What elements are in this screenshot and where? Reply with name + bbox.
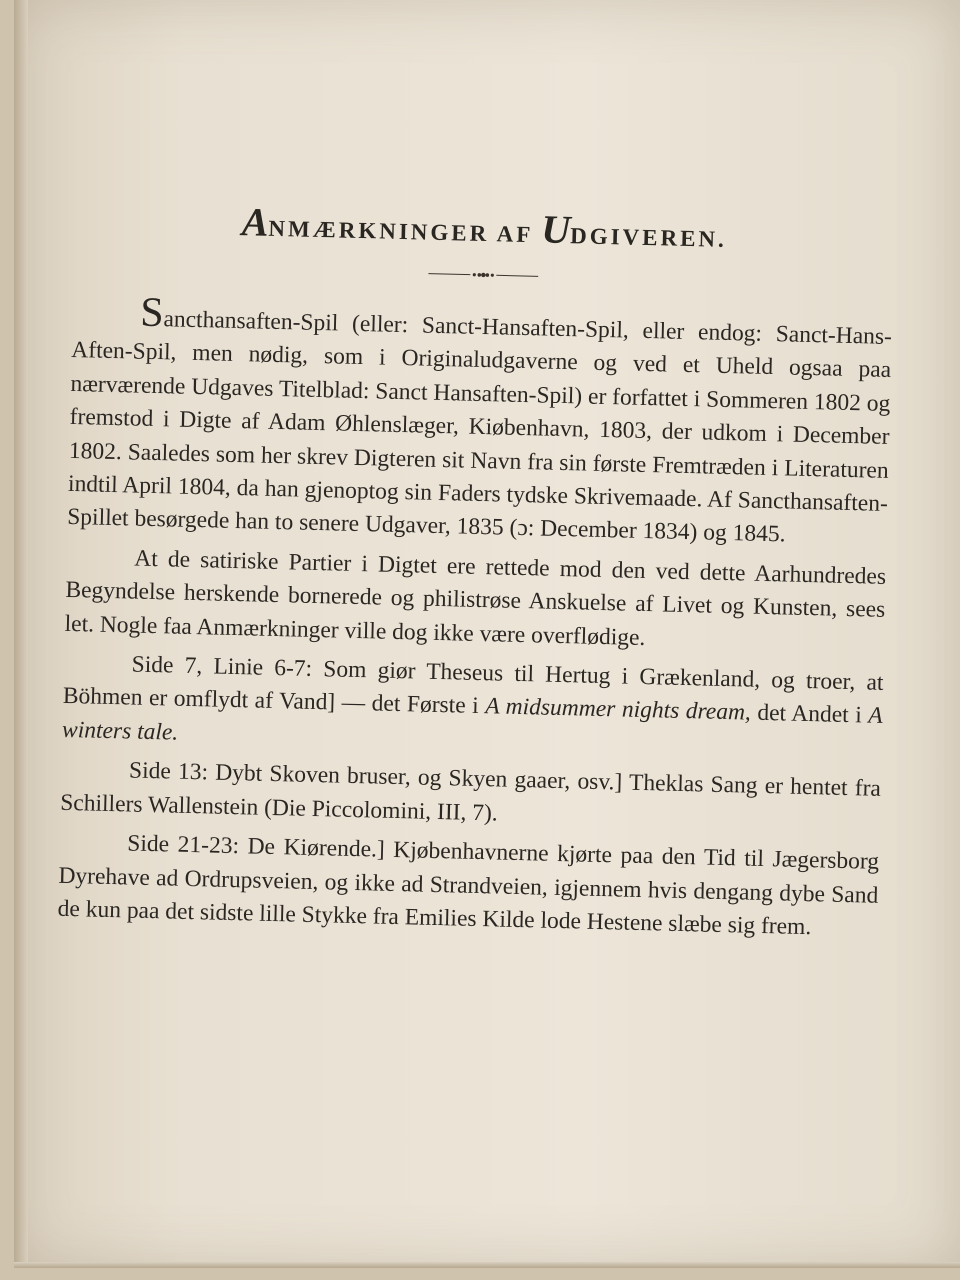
page-text-block: [57, 160, 895, 946]
paragraph-3: [62, 647, 884, 767]
page-heading: [74, 194, 895, 261]
heading-word-2: DGIVEREN.: [569, 223, 728, 252]
book-page: [14, 0, 960, 1268]
paragraph-2: At de satiriske Partier i Digtet ere rettede mod den ved dette Aarhundredes Begyndelse herskende bornerede og philistrøse Anskuelse af Livet og Kunsten, sees let. Nogle faa Anmærkninger ville dog ikke være overflødige.: [64, 545, 887, 651]
paragraph-3-italic-a: A midsummer nights dream,: [484, 693, 752, 727]
ornament-divider: [428, 270, 538, 281]
heading-capital-u: U: [540, 206, 571, 253]
heading-word-1: NMÆRKNINGER AF: [268, 215, 542, 248]
paragraph-3-italic-b: A winters tale.: [61, 702, 883, 746]
paragraph-3-text-a: Side 7, Linie 6-7: Som giør Theseus til Hertug i Grækenland, og troer, at Böhmen er omflydt af Vand] — det Første i: [62, 651, 884, 720]
paragraph-5: Side 21-23: De Kiørende.] Kjøbenhavnerne kjørte paa den Tid til Jægersborg Dyrehave ad Ordrupsveien, og ikke ad Strandveien, igjennem hvis dengang dybe Sand de kun paa det sidste lille Stykke fra Emilies Kilde lode Hestene slæbe sig frem.: [57, 830, 880, 941]
paragraph-1-text: ancthansaften-Spil (eller: Sanct-Hansaften-Spil, eller endog: Sanct-Hans-Aften-Spil, men nødig, som i Originaludgaverne og ved et Uheld ogsaa paa nærværende Udgaves Titelblad: Sanct Hansaften-Spil) er forfattet i Sommeren 1802 og fremstod i Digte af Adam Øhlenslæger, Kiøbenhavn, 1803, der udkom i December 1802. Saaledes som her skrev Digteren sit Navn fra sin første Fremtræden i Literaturen indtil April 1804, da han gjenoptog sin Faders tydske Skrivemaade. Af Sancthansaften-Spillet besørgede han to senere Udgaver, 1835 (ɔ: December 1834) og 1845.: [66, 306, 893, 548]
heading-capital-a: A: [241, 199, 270, 245]
paragraph-4: Side 13: Dybt Skoven bruser, og Skyen gaaer, osv.] Theklas Sang er hentet fra Schillers Wallenstein (Die Piccolomini, III, 7).: [59, 757, 882, 827]
dropcap-s: S: [139, 289, 165, 337]
paragraph-3-text-b: det Andet i: [750, 700, 869, 729]
paragraph-1: [66, 289, 893, 555]
